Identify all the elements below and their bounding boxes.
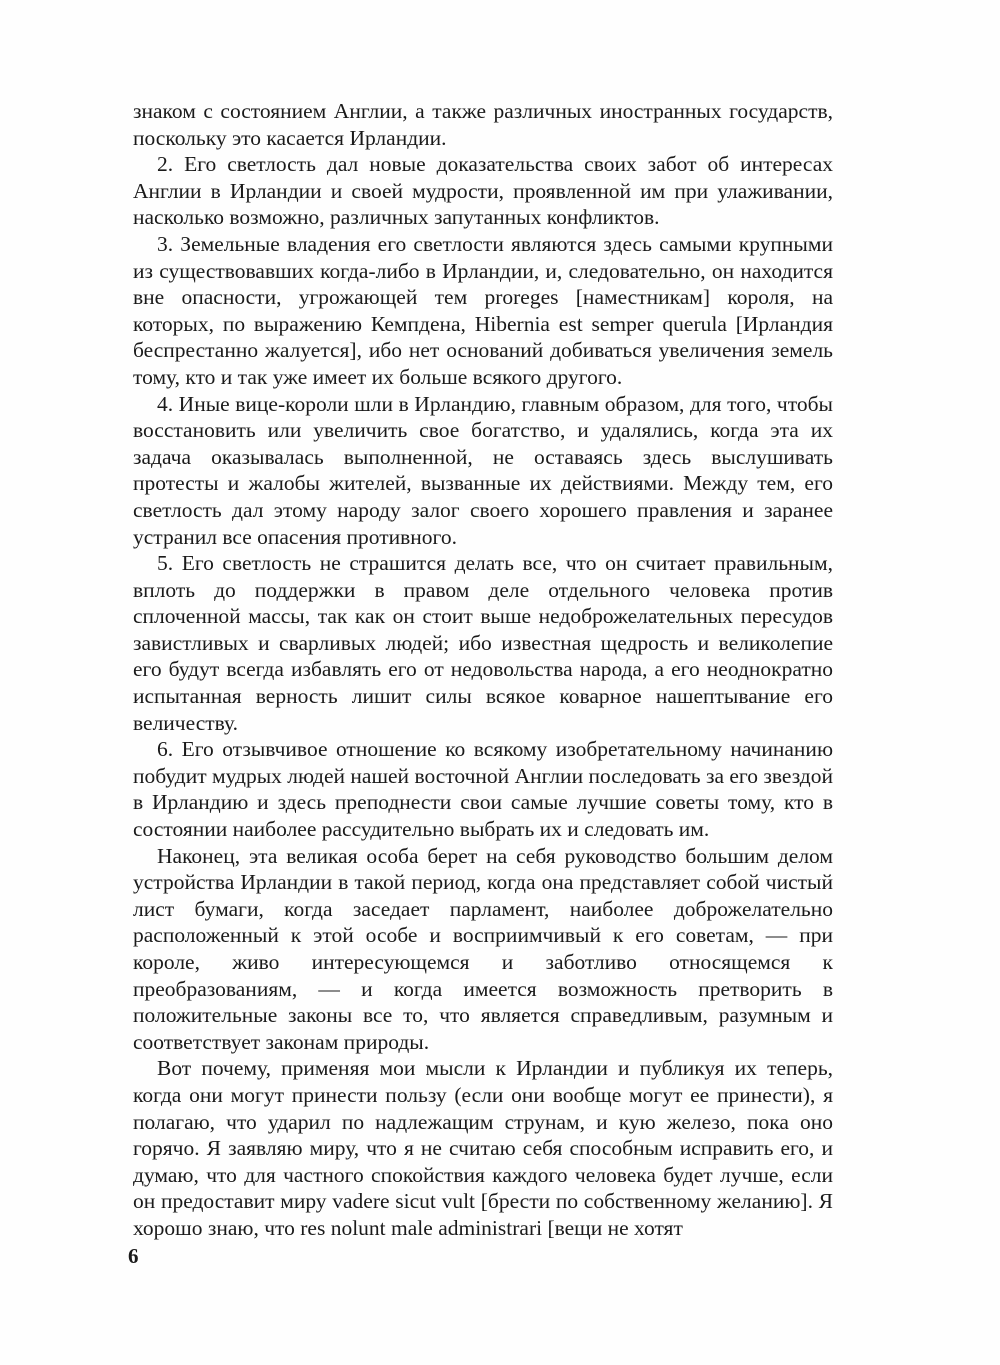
paragraph-point-2: 2. Его светлость дал новые доказательства своих забот об интересах Англии в Ирландии и своей мудрости, проявленной им при улаживании, насколько возможно, различных запутанных конфликтов. — [133, 152, 833, 230]
body-text — [133, 98, 833, 1242]
paragraph-conclusion: Вот почему, применяя мои мысли к Ирландии и публикуя их теперь, когда они могут принести пользу (если они вообще могут ее принести), я полагаю, что ударил по надлежащим струнам, и кую железо, пока оно горячо. Я заявляю миру, что я не считаю себя способным исправить его, и думаю, что для частного спокойствия каждого человека будет лучше, если он предоставит миру vadere sicut vult [брести по собственному желанию]. Я хорошо знаю, что res nolunt male administrari [вещи не хотят — [133, 1056, 833, 1240]
paragraph-point-5: 5. Его светлость не страшится делать все, что он считает правильным, вплоть до поддержки в правом деле отдельного человека против сплоченной массы, так как он стоит выше недоброжелательных пересудов завистливых и сварливых людей; ибо известная щедрость и великолепие его будут всегда избавлять его от недовольства народа, а его неоднократно испытанная верность лишит силы всякое коварное нашептывание его величеству. — [133, 551, 833, 735]
paragraph-point-3: 3. Земельные владения его светлости являются здесь самыми крупными из существовавших когда-либо в Ирландии, и, следовательно, он находится вне опасности, угрожающей тем proreges [наместникам] короля, на которых, по выражению Кемпдена, Hibernia est semper querula [Ирландия беспрестанно жалуется], ибо нет оснований добиваться увеличения земель тому, кто и так уже имеет их больше всякого другого. — [133, 231, 833, 389]
paragraph-continuation: знаком с состоянием Англии, а также различных иностранных государств, поскольку это касается Ирландии. — [133, 99, 833, 150]
paragraph-finally: Наконец, эта великая особа берет на себя руководство большим делом устройства Ирландии в такой период, когда она представляет собой чистый лист бумаги, когда заседает парламент, наиболее доброжелательно расположенный к этой особе и восприимчивый к его советам, — при короле, живо интересующемся и заботливо относящемся к преобразованиям, — и когда имеется возможность претворить в положительные законы все то, что является справедливым, разумным и соответствует законам природы. — [133, 843, 833, 1054]
page-number: 6 — [128, 1244, 139, 1268]
paragraph-point-6: 6. Его отзывчивое отношение ко всякому изобретательному начинанию побудит мудрых людей нашей восточной Англии последовать за его звездой в Ирландию и здесь преподнести свои самые лучшие советы тому, кто в состоянии наиболее рассудительно выбрать их и следовать им. — [133, 737, 833, 842]
paragraph-point-4: 4. Иные вице-короли шли в Ирландию, главным образом, для того, чтобы восстановить или увеличить свое богатство, и удалялись, когда эта их задача оказывалась выполненной, не оставаясь здесь выслушивать протесты и жалобы жителей, вызванные их действиями. Между тем, его светлость дал этому народу залог своего хорошего правления и заранее устранил все опасения противного. — [133, 391, 833, 549]
